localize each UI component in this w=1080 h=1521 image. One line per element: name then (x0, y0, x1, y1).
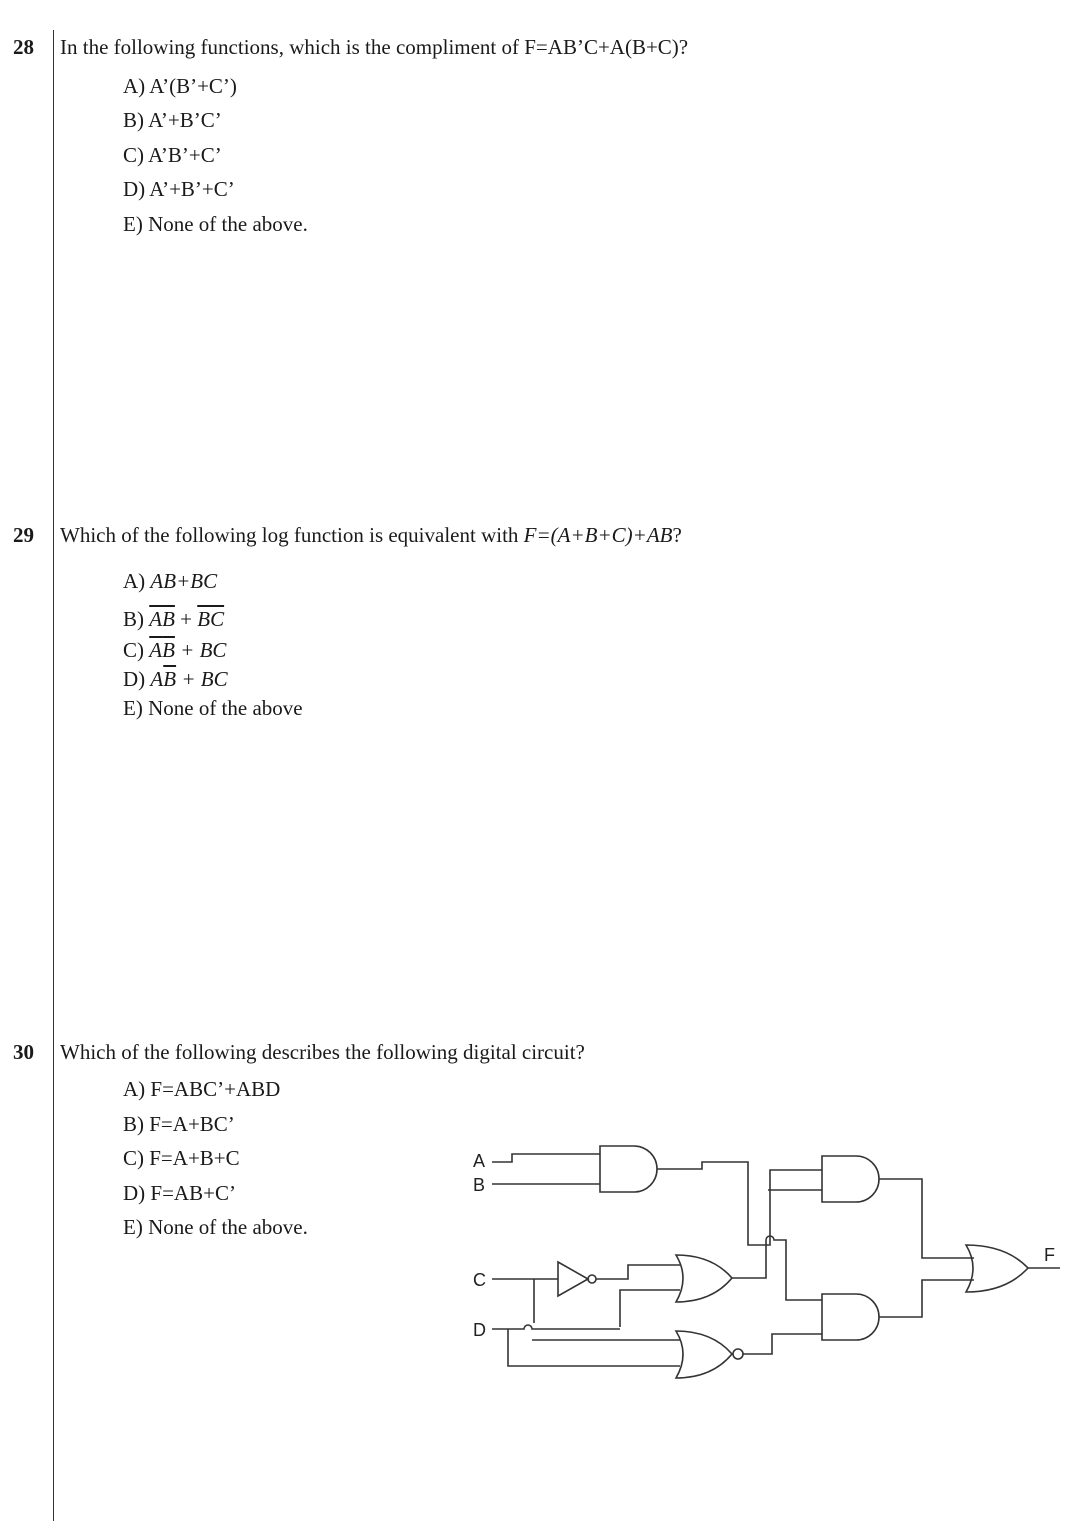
option-a[interactable]: A) A’(B’+C’) (123, 74, 237, 98)
input-label-c: C (473, 1270, 486, 1290)
wire-nor-out (743, 1334, 822, 1354)
and-gate-2 (822, 1156, 879, 1202)
wire-and3-out (879, 1280, 974, 1317)
option-d[interactable]: D) A’+B’+C’ (123, 177, 235, 201)
option-b[interactable] (123, 607, 224, 632)
circuit-svg (460, 1130, 1080, 1390)
or-gate-1 (676, 1255, 732, 1302)
input-label-d: D (473, 1320, 486, 1340)
option-b[interactable]: B) A’+B’C’ (123, 108, 222, 132)
option-e[interactable]: E) None of the above. (123, 212, 308, 236)
wire-d-branch (508, 1329, 680, 1366)
option-a[interactable]: A) F=ABC’+ABD (123, 1077, 281, 1101)
option-d[interactable]: D) F=AB+C’ (123, 1181, 236, 1205)
question-text (60, 523, 682, 548)
wire-or1-out (732, 1236, 822, 1300)
question-text: Which of the following describes the following digital circuit? (60, 1040, 585, 1064)
and-gate-1 (600, 1146, 657, 1192)
option-letter: B) (123, 607, 144, 631)
wire-or1-in2 (620, 1290, 680, 1327)
option-b[interactable]: B) F=A+BC’ (123, 1112, 235, 1136)
option-term: A (150, 667, 164, 691)
option-expression: AB+BC (150, 569, 218, 593)
margin-rule (53, 30, 54, 1521)
overlined-term: $\overline{A}$ (149, 638, 163, 662)
option-d[interactable] (123, 667, 228, 692)
wire-and2-out (879, 1179, 974, 1258)
option-e[interactable] (123, 696, 303, 721)
overlined-term: $\overline{B}$ (162, 638, 175, 662)
question-text-prefix: Which of the following log function is equivalent with (60, 523, 524, 547)
question-text: In the following functions, which is the compliment of F=AB’C+A(B+C)? (60, 35, 689, 59)
question-formula: F=(A+B+C)+AB (523, 523, 673, 547)
overlined-term: $\overline{AB}$ (149, 607, 175, 631)
option-letter: E) (123, 696, 143, 720)
not-gate (558, 1262, 588, 1296)
wire-not-out (596, 1265, 680, 1279)
question-text-suffix: ? (672, 523, 682, 547)
option-c[interactable]: C) F=A+B+C (123, 1146, 240, 1170)
wire-a (492, 1154, 600, 1162)
option-expression: None of the above (148, 696, 303, 720)
option-letter: C) (123, 638, 144, 662)
nor-gate (676, 1331, 732, 1378)
option-letter: A) (123, 569, 146, 593)
option-a[interactable] (123, 569, 217, 594)
option-letter: D) (123, 667, 146, 691)
wire-and1-out (657, 1162, 822, 1245)
and-gate-3 (822, 1294, 879, 1340)
question-number: 29 (13, 523, 34, 547)
overlined-term: $\overline{BC}$ (197, 607, 225, 631)
input-label-a: A (473, 1151, 486, 1171)
question-number: 28 (13, 35, 34, 59)
nor-gate-bubble (733, 1349, 743, 1359)
logic-circuit-diagram (460, 1130, 1080, 1390)
or-gate-final (966, 1245, 1028, 1292)
option-expression: + BC (176, 667, 228, 691)
plus-sign: + (174, 607, 198, 631)
option-c[interactable] (123, 638, 226, 663)
option-expression: + BC (174, 638, 227, 662)
output-label-f: F (1044, 1245, 1055, 1265)
question-number: 30 (13, 1040, 34, 1064)
option-e[interactable]: E) None of the above. (123, 1215, 308, 1239)
wire-d (492, 1325, 620, 1329)
option-c[interactable]: C) A’B’+C’ (123, 143, 222, 167)
input-label-b: B (473, 1175, 486, 1195)
overlined-term: $\overline{B}$ (163, 667, 177, 691)
